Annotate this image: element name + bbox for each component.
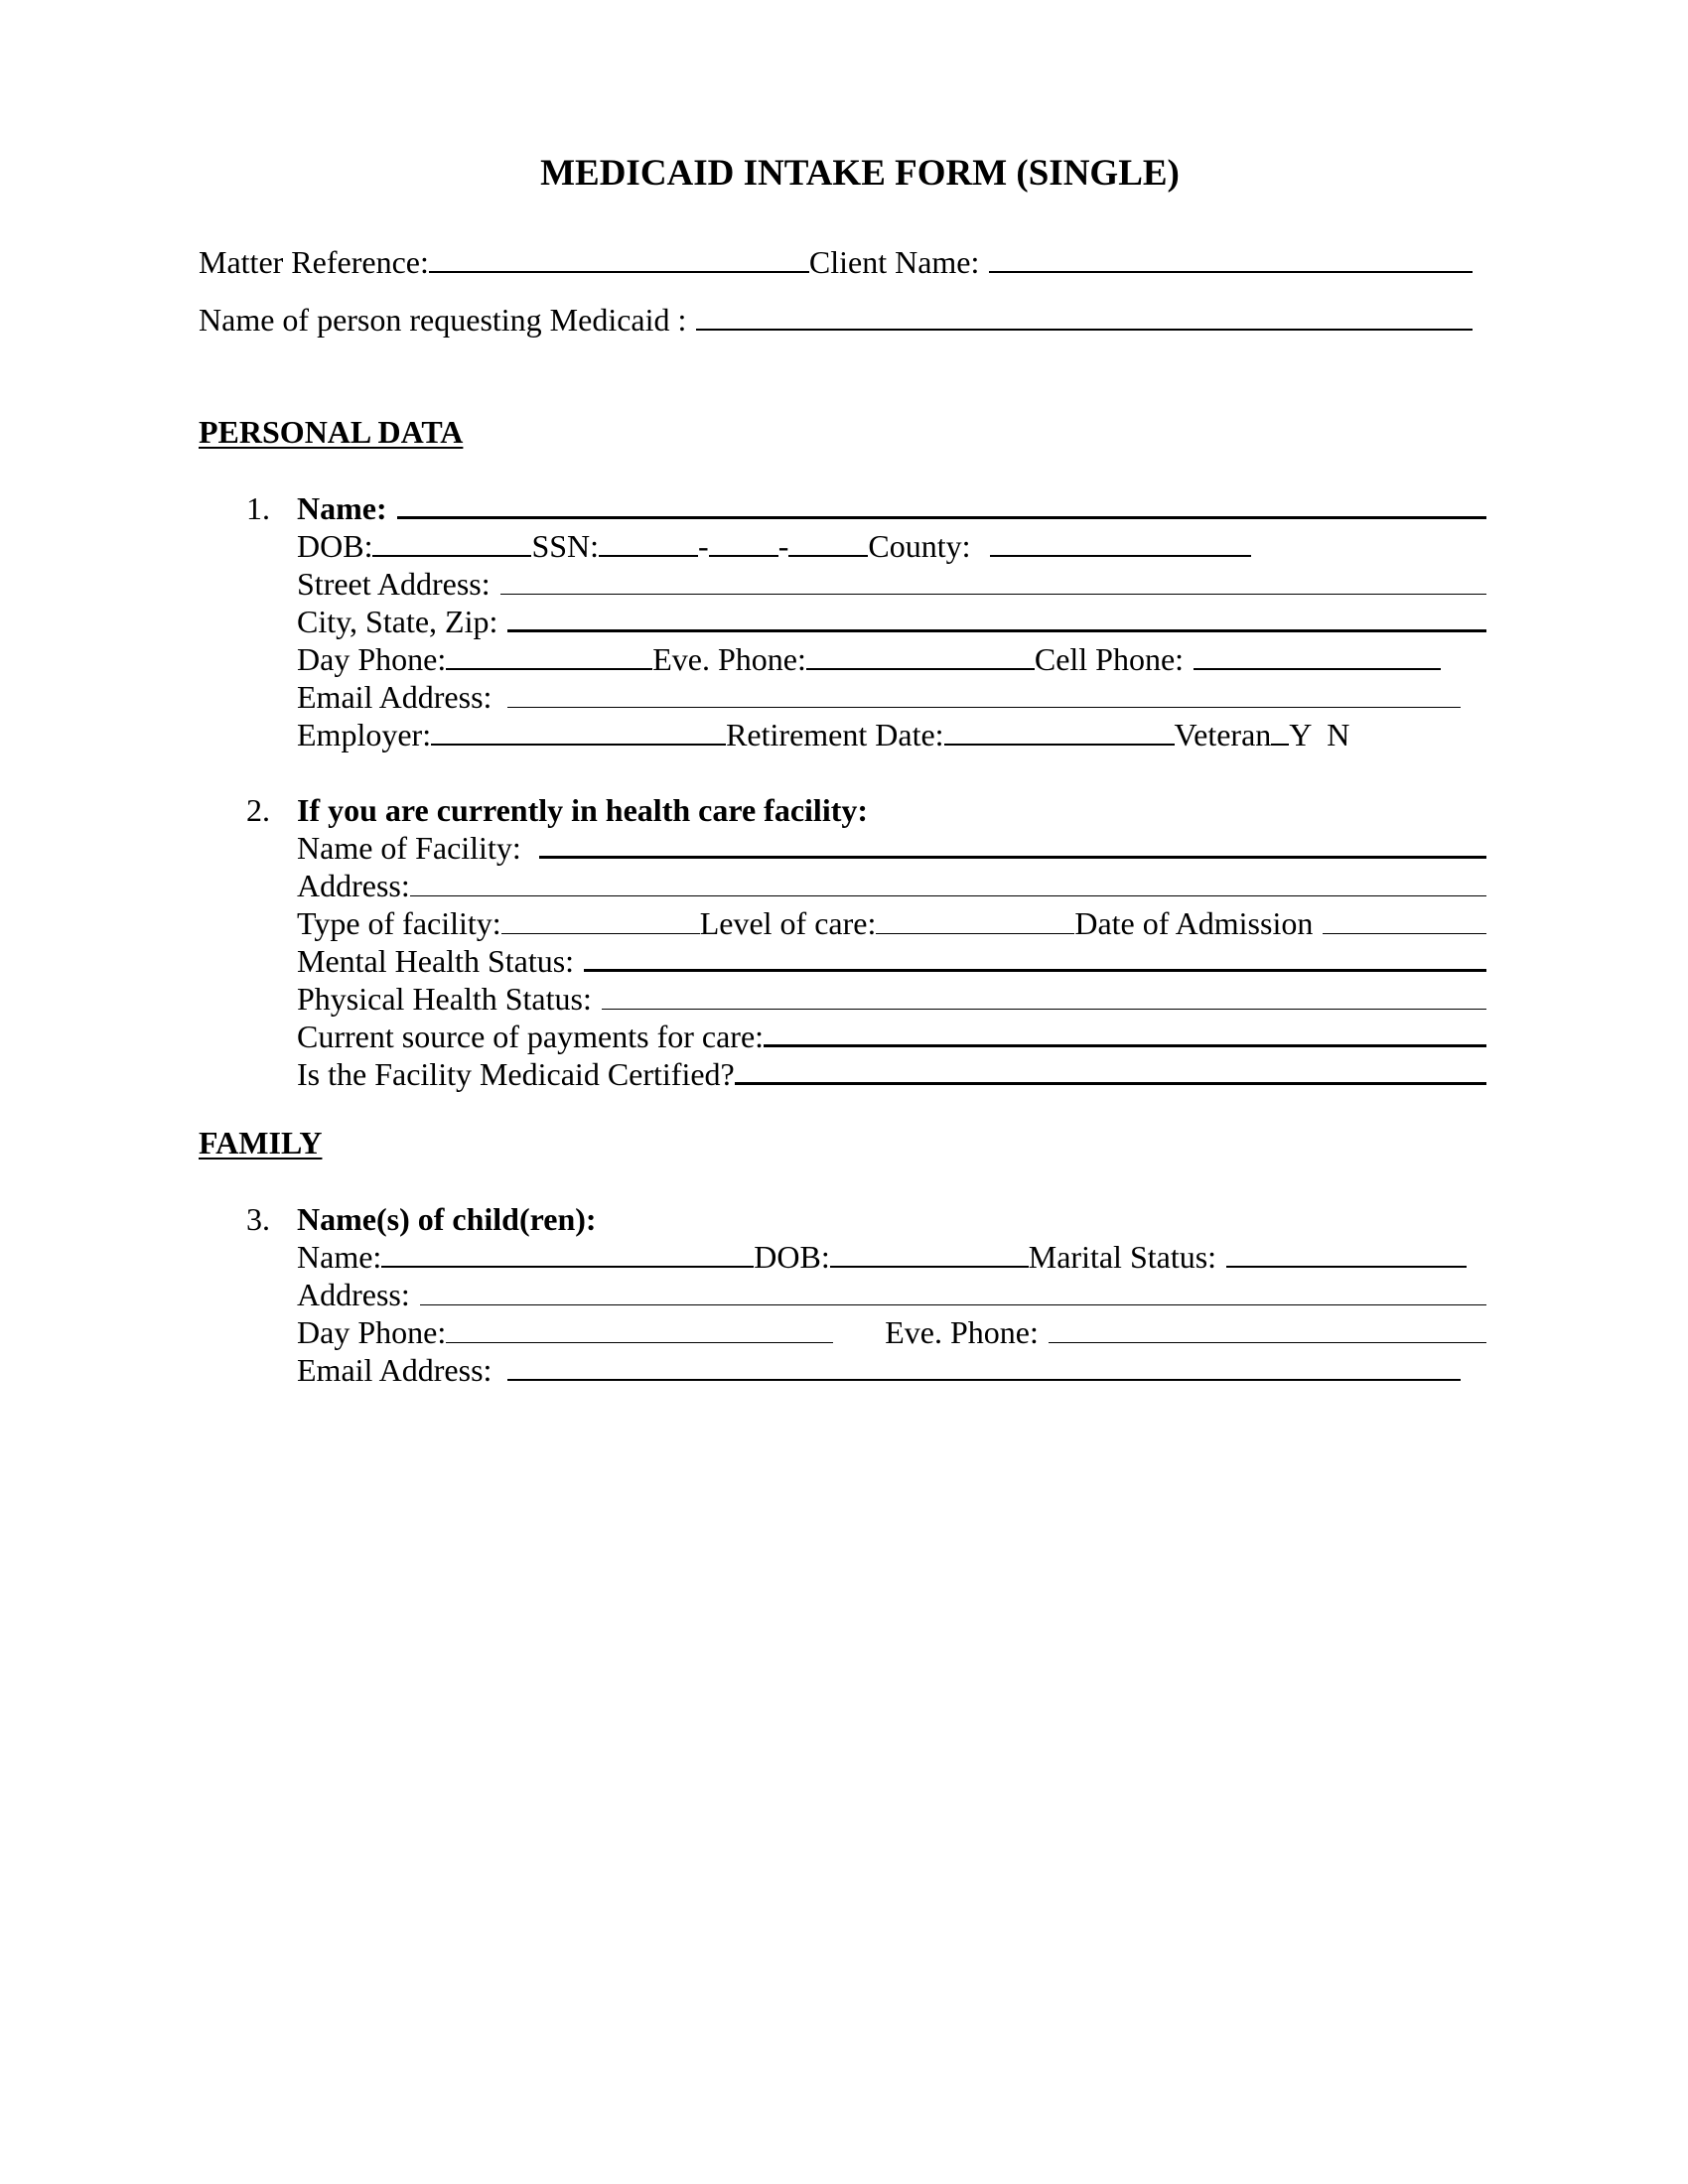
mental-health-field[interactable]: [584, 969, 1486, 972]
medicaid-certified-field[interactable]: [735, 1082, 1486, 1085]
email-row: [297, 677, 1486, 717]
day-phone-field[interactable]: [446, 668, 652, 670]
physical-health-label: Physical Health Status:: [297, 981, 592, 1017]
children-heading: Name(s) of child(ren):: [297, 1201, 597, 1237]
name-row: [297, 488, 1486, 528]
matter-reference-field[interactable]: [429, 271, 809, 273]
ssn-part-1-field[interactable]: [599, 555, 698, 557]
child-marital-status-field[interactable]: [1226, 1266, 1467, 1268]
children-heading-row: [297, 1199, 1486, 1239]
child-phones-row: [297, 1312, 1486, 1352]
admission-date-field[interactable]: [1323, 933, 1486, 934]
child-eve-phone-field[interactable]: [1049, 1342, 1486, 1343]
cell-phone-field[interactable]: [1194, 668, 1441, 670]
employer-field[interactable]: [431, 744, 726, 746]
ssn-separator: -: [777, 528, 789, 564]
facility-type-field[interactable]: [501, 933, 700, 934]
city-state-zip-label: City, State, Zip:: [297, 604, 498, 639]
requesting-person-field[interactable]: [696, 329, 1473, 331]
item-number-3: 3.: [246, 1201, 270, 1237]
physical-health-row: [297, 979, 1486, 1019]
ssn-label: SSN:: [531, 528, 600, 564]
client-name-field[interactable]: [989, 271, 1473, 273]
facility-address-field[interactable]: [410, 895, 1486, 896]
child-marital-status-label: Marital Status:: [1028, 1239, 1217, 1275]
child-name-field[interactable]: [381, 1266, 754, 1268]
city-state-zip-row: [297, 602, 1486, 641]
level-of-care-label: Level of care:: [699, 905, 877, 941]
child-dob-label: DOB:: [754, 1239, 830, 1275]
dob-field[interactable]: [372, 555, 531, 557]
child-day-phone-label: Day Phone:: [297, 1314, 447, 1350]
item-number-2: 2.: [246, 792, 270, 828]
child-address-field[interactable]: [420, 1304, 1486, 1305]
ssn-part-2-field[interactable]: [709, 555, 778, 557]
facility-name-label: Name of Facility:: [297, 830, 521, 866]
requesting-person-row: [199, 300, 1473, 340]
form-title: MEDICAID INTAKE FORM (SINGLE): [540, 153, 1180, 194]
facility-type-row: [297, 903, 1486, 943]
facility-name-row: [297, 828, 1486, 868]
ssn-separator: -: [698, 528, 709, 564]
facility-heading: If you are currently in health care facility:: [297, 792, 869, 828]
child-name-label: Name:: [297, 1239, 382, 1275]
facility-name-field[interactable]: [539, 856, 1486, 859]
ssn-part-3-field[interactable]: [788, 555, 868, 557]
level-of-care-field[interactable]: [876, 933, 1074, 934]
street-address-label: Street Address:: [297, 566, 491, 602]
matter-reference-label: Matter Reference:: [199, 244, 429, 280]
facility-type-label: Type of facility:: [297, 905, 501, 941]
child-address-label: Address:: [297, 1277, 410, 1312]
day-phone-label: Day Phone:: [297, 641, 447, 677]
personal-data-heading: PERSONAL DATA: [199, 414, 464, 450]
dob-ssn-county-row: [297, 526, 1486, 566]
county-field[interactable]: [990, 555, 1251, 557]
item-number-1: 1.: [246, 490, 270, 526]
phones-row: [297, 639, 1486, 679]
employer-label: Employer:: [297, 717, 432, 752]
child-name-row: [297, 1237, 1486, 1277]
facility-address-label: Address:: [297, 868, 410, 903]
child-email-label: Email Address:: [297, 1352, 492, 1388]
retirement-date-field[interactable]: [944, 744, 1175, 746]
child-email-field[interactable]: [507, 1379, 1461, 1381]
payment-source-label: Current source of payments for care:: [297, 1019, 765, 1054]
street-address-row: [297, 564, 1486, 604]
county-label: County:: [868, 528, 971, 564]
client-name-label: Client Name:: [808, 244, 980, 280]
cell-phone-label: Cell Phone:: [1034, 641, 1185, 677]
dob-label: DOB:: [297, 528, 373, 564]
city-state-zip-field[interactable]: [507, 629, 1486, 632]
facility-heading-row: [297, 790, 1486, 830]
medicaid-certified-row: [297, 1054, 1486, 1094]
payment-source-row: [297, 1017, 1486, 1056]
payment-source-field[interactable]: [764, 1044, 1486, 1047]
physical-health-field[interactable]: [602, 1009, 1486, 1010]
family-heading: FAMILY: [199, 1125, 323, 1160]
child-eve-phone-label: Eve. Phone:: [885, 1314, 1039, 1350]
mental-health-row: [297, 941, 1486, 981]
email-field[interactable]: [507, 707, 1461, 708]
child-email-row: [297, 1350, 1486, 1390]
veteran-label: Veteran: [1174, 717, 1272, 752]
child-address-row: [297, 1275, 1486, 1314]
facility-address-row: [297, 866, 1486, 905]
name-field[interactable]: [397, 516, 1486, 519]
veteran-underscore: [1271, 744, 1289, 746]
email-label: Email Address:: [297, 679, 492, 715]
child-dob-field[interactable]: [830, 1266, 1029, 1268]
medicaid-certified-label: Is the Facility Medicaid Certified?: [297, 1056, 735, 1092]
retirement-date-label: Retirement Date:: [726, 717, 944, 752]
child-day-phone-field[interactable]: [446, 1342, 833, 1343]
employer-row: [297, 715, 1486, 754]
veteran-options[interactable]: Y N: [1289, 717, 1350, 752]
eve-phone-field[interactable]: [806, 668, 1035, 670]
name-label: Name:: [297, 490, 387, 526]
eve-phone-label: Eve. Phone:: [652, 641, 806, 677]
admission-date-label: Date of Admission: [1074, 905, 1314, 941]
street-address-field[interactable]: [500, 594, 1486, 595]
requesting-person-label: Name of person requesting Medicaid :: [199, 302, 687, 338]
matter-reference-row: [199, 242, 1473, 282]
mental-health-label: Mental Health Status:: [297, 943, 575, 979]
